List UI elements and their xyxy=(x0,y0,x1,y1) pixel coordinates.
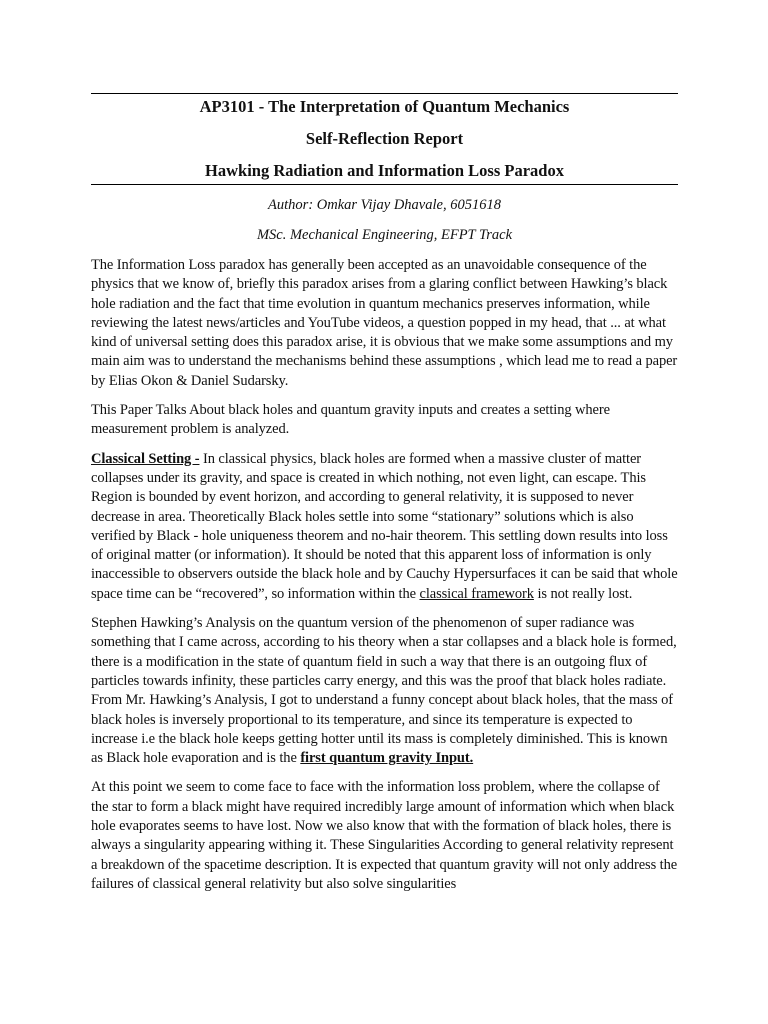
paragraph-paper-summary: This Paper Talks About black holes and quantum gravity inputs and creates a setting where measurement problem is analyzed. xyxy=(91,402,610,438)
classical-framework-link[interactable]: classical framework xyxy=(419,585,534,602)
paragraph-hawking-analysis xyxy=(91,614,678,768)
hawking-analysis-text: Stephen Hawking’s Analysis on the quantum version of the phenomenon of super radiance was something that I came across, according to his theory when a star collapses and a black hole is formed, there is a modification in the state of quantum field in such a way that there is an outgoing flux of particles towards infinity, these particles carry energy, and this was the proof that black holes radiate. From Mr. Hawking’s Analysis, I got to understand a funny concept about black holes, that the mass of black holes is inversely proportional to its temperature, and since its temperature is expected to increase i.e the black hole keeps getting hotter until its mass is completely diminished. This is known as Black hole evaporation and is the xyxy=(91,615,677,767)
paragraph-classical-setting xyxy=(91,450,678,604)
report-type-title: Self-Reflection Report xyxy=(305,129,464,148)
paragraph-intro: The Information Loss paradox has generally been accepted as an unavoidable consequence of the physics that we know of, briefly this paradox arises from a glaring conflict between Hawking’s black hole radiation and the fact that time evolution in quantum mechanics preserves information, while reviewing the latest news/articles and YouTube videos, a question popped in my head, that ... at what kind of universal setting does this paradox arise, it is obvious that we make some assumptions and my main aim was to understand the mechanisms behind these assumptions , which lead me to read a paper by Elias Okon & Daniel Sudarsky. xyxy=(91,257,678,389)
classical-setting-heading: Classical Setting - xyxy=(91,450,200,467)
first-quantum-gravity-input: first quantum gravity Input. xyxy=(300,750,474,767)
topic-title: Hawking Radiation and Information Loss Paradox xyxy=(205,161,564,180)
author-line: Author: Omkar Vijay Dhavale, 6051618 xyxy=(268,197,501,213)
classical-setting-text: In classical physics, black holes are formed when a massive cluster of matter collapses under its gravity, and space is created in which nothing, not even light, can escape. This Region is bounded by event horizon, and according to general relativity, it is supposed to never decrease in area. Theoretically Black holes settle into some “stationary” solutions which is also verified by Black - hole uniqueness theorem and no-hair theorem. This settling down results into loss of original matter (or information). It should be noted that this apparent loss of information is only inaccessible to observers outside the black hole and by Cauchy Hypersurfaces it can be said that whole space time can be “recovered”, so information within the xyxy=(91,450,678,602)
paragraph-information-loss: At this point we seem to come face to face with the information loss problem, where the collapse of the star to form a black might have required incredibly large amount of information which when black hole evaporates seems to have lost. Now we also know that with the formation of black holes, there is always a singularity appearing withing it. These Singularities According to general relativity represent a breakdown of the spacetime description. It is expected that quantum gravity will not only address the failures of classical general relativity but also solve singularities xyxy=(91,779,678,892)
classical-setting-end: is not really lost. xyxy=(533,585,633,602)
course-title: AP3101 - The Interpretation of Quantum Mechanics xyxy=(199,97,570,116)
title-bottom-rule xyxy=(91,184,678,185)
top-rule xyxy=(91,93,678,94)
program-line: MSc. Mechanical Engineering, EFPT Track xyxy=(256,227,513,243)
document-page xyxy=(91,93,678,894)
